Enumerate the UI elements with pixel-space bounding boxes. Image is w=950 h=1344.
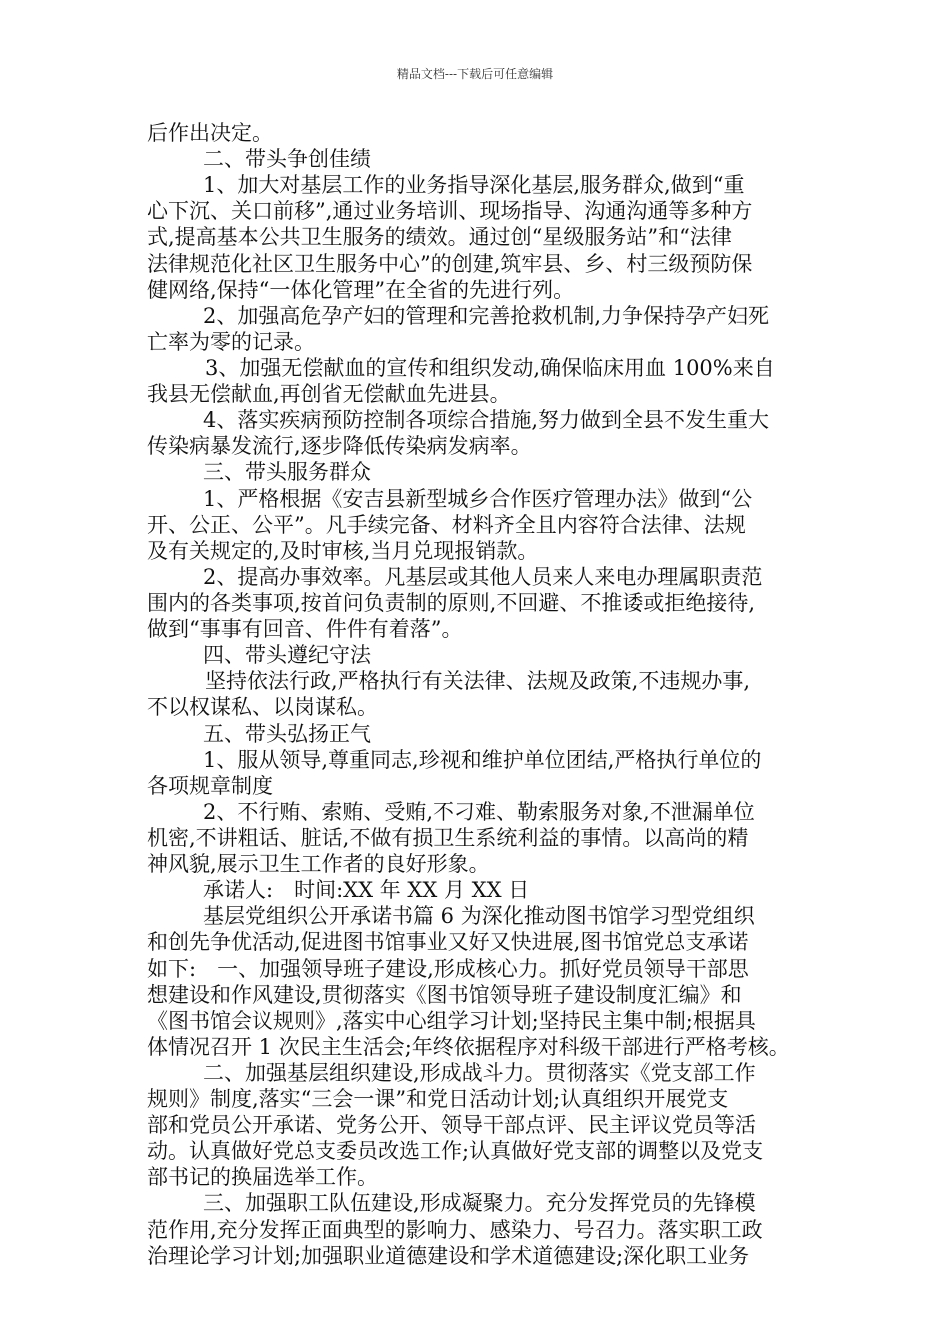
text-line: 治理论学习计划;加强职业道德建设和学术道德建设;深化职工业务 <box>147 1243 750 1268</box>
text-line: 二、加强基层组织建设,形成战斗力。贯彻落实《党支部工作 <box>203 1060 756 1085</box>
text-line: 2、提高办事效率。凡基层或其他人员来人来电办理属职责范 <box>203 564 763 589</box>
text-line: 规则》制度,落实“三会一课”和党日活动计划;认真组织开展党支 <box>147 1087 729 1112</box>
text-line: 部书记的换届选举工作。 <box>147 1165 378 1190</box>
text-line: 心下沉、关口前移”,通过业务培训、现场指导、沟通沟通等多种方 <box>147 199 753 224</box>
text-line: 五、带头弘扬正气 <box>203 721 371 746</box>
text-line: 三、带头服务群众 <box>203 460 371 485</box>
text-line: 如下: 一、加强领导班子建设,形成核心力。抓好党员领导干部思 <box>147 956 749 981</box>
text-line: 动。认真做好党总支委员改选工作;认真做好党支部的调整以及党支 <box>147 1139 764 1164</box>
text-line: 2、加强高危孕产妇的管理和完善抢救机制,力争保持孕产妇死 <box>203 303 770 328</box>
page-header: 精品文档---下载后可任意编辑 <box>396 67 554 81</box>
text-line: 后作出决定。 <box>147 121 273 145</box>
text-line: 1、严格根据《安吉县新型城乡合作医疗管理办法》做到“公 <box>203 486 753 511</box>
text-line: 想建设和作风建设,贯彻落实《图书馆领导班子建设制度汇编》和 <box>147 982 742 1007</box>
text-line: 范作用,充分发挥正面典型的影响力、感染力、号召力。落实职工政 <box>147 1217 763 1242</box>
text-line: 2、不行贿、索贿、受贿,不刁难、勒索服务对象,不泄漏单位 <box>203 799 755 824</box>
text-line: 基层党组织公开承诺书篇 6 为深化推动图书馆学习型党组织 <box>203 904 755 929</box>
text-line: 3、加强无偿献血的宣传和组织发动,确保临床用血 100%来自 <box>205 355 775 380</box>
text-line: 及有关规定的,及时审核,当月兑现报销款。 <box>147 538 539 563</box>
text-line: 围内的各类事项,按首问负责制的原则,不回避、不推诿或拒绝接待, <box>147 590 756 615</box>
text-line: 四、带头遵纪守法 <box>203 643 371 668</box>
text-line: 1、服从领导,尊重同志,珍视和维护单位团结,严格执行单位的 <box>203 747 762 772</box>
text-line: 《图书馆会议规则》,落实中心组学习计划;坚持民主集中制;根据具 <box>147 1008 756 1033</box>
text-line: 神风貌,展示卫生工作者的良好形象。 <box>147 852 490 877</box>
text-line: 承诺人: 时间:XX 年 XX 月 XX 日 <box>203 878 530 903</box>
text-line: 各项规章制度 <box>147 773 273 798</box>
text-line: 传染病暴发流行,逐步降低传染病发病率。 <box>147 434 532 459</box>
text-line: 开、公正、公平”。凡手续完备、材料齐全且内容符合法律、法规 <box>147 512 746 537</box>
text-line: 式,提高基本公共卫生服务的绩效。通过创“星级服务站”和“法律 <box>147 225 732 250</box>
text-line: 我县无偿献血,再创省无偿献血先进县。 <box>147 382 511 407</box>
text-line: 坚持依法行政,严格执行有关法律、法规及政策,不违规办事, <box>205 669 751 694</box>
text-line: 1、加大对基层工作的业务指导深化基层,服务群众,做到“重 <box>203 173 745 198</box>
text-line: 部和党员公开承诺、党务公开、领导干部点评、民主评议党员等活 <box>147 1113 756 1138</box>
text-line: 健网络,保持“一体化管理”在全省的先进行列。 <box>147 277 575 302</box>
text-line: 法律规范化社区卫生服务中心”的创建,筑牢县、乡、村三级预防保 <box>147 251 753 276</box>
text-line: 和创先争优活动,促进图书馆事业又好又快进展,图书馆党总支承诺 <box>147 930 749 955</box>
text-line: 体情况召开 1 次民主生活会;年终依据程序对科级干部进行严格考核。 <box>147 1034 790 1059</box>
document-body <box>147 120 807 1269</box>
text-line: 做到“事事有回音、件件有着落”。 <box>147 617 463 642</box>
text-line: 机密,不讲粗话、脏话,不做有损卫生系统利益的事情。以高尚的精 <box>147 825 749 850</box>
text-line: 不以权谋私、以岗谋私。 <box>147 695 378 720</box>
text-line: 三、加强职工队伍建设,形成凝聚力。充分发挥党员的先锋模 <box>203 1191 756 1216</box>
text-line: 4、落实疾病预防控制各项综合措施,努力做到全县不发生重大 <box>203 408 770 433</box>
text-line: 二、带头争创佳绩 <box>203 147 371 172</box>
text-line: 亡率为零的记录。 <box>147 329 315 354</box>
